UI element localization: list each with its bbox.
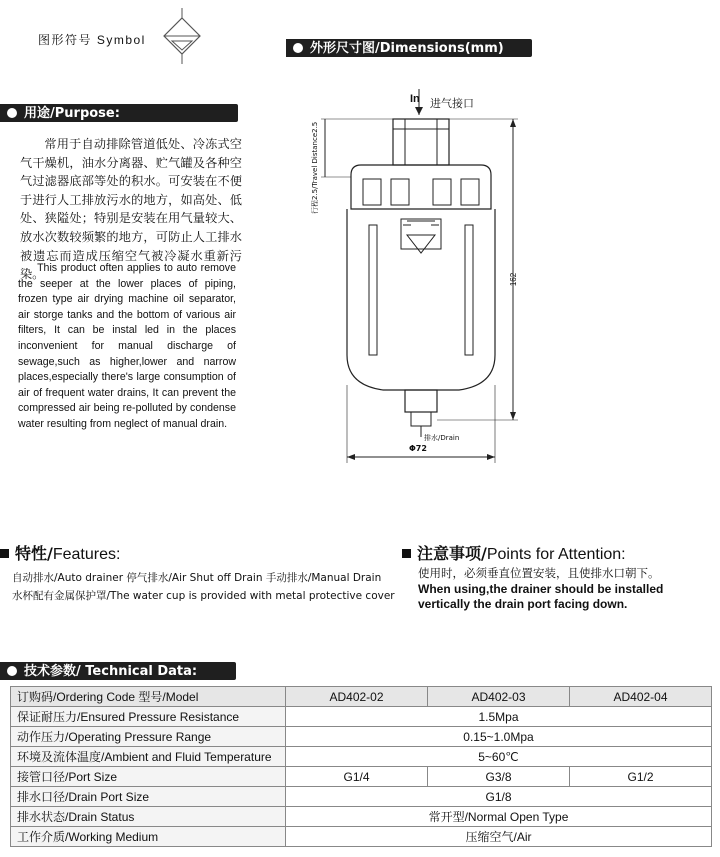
table-header-model: AD402-03 (428, 687, 570, 707)
purpose-text-en: This product often applies to auto remove the seeper at the lower places of piping, frozen type air drying machine oil separator, air storge tanks and the bottom of various air filters, It can be instal led in the places inconvenient for manual discharge of sewage,such as higher,lower and narrow places,especially there's large consumption of air of frequent water drains, It can prevent the compressed air being re-polluted by condense water resulting from neglect of manual drain. (18, 262, 236, 430)
attention-title-cn: 注意事项/ (417, 544, 487, 563)
travel-distance-label: 行程2.5/Travel Distance2.5 (311, 121, 319, 214)
row-value: G1/4 (286, 767, 428, 787)
attention-heading (402, 541, 626, 564)
drain-label: 排水/Drain (424, 434, 460, 442)
table-row (11, 807, 712, 827)
dimensions-title: 外形尺寸图/Dimensions(mm) (310, 41, 504, 56)
row-value: G1/2 (570, 767, 712, 787)
row-label: 环境及流体温度/Ambient and Fluid Temperature (11, 747, 286, 767)
row-label: 保证耐压力/Ensured Pressure Resistance (11, 707, 286, 727)
drain-symbol-icon (160, 8, 204, 64)
table-row (11, 747, 712, 767)
inlet-label: In (410, 93, 420, 105)
dimension-drawing (303, 85, 533, 470)
table-header-row (11, 687, 712, 707)
purpose-title: 用途/Purpose: (24, 106, 120, 121)
features-title-cn: 特性/ (15, 544, 53, 563)
dimensions-banner (286, 39, 532, 57)
attention-line-en-2: vertically the drain port facing down. (418, 597, 628, 611)
row-value: 1.5Mpa (286, 707, 712, 727)
row-label: 动作压力/Operating Pressure Range (11, 727, 286, 747)
row-value: 常开型/Normal Open Type (286, 807, 712, 827)
features-heading (0, 541, 120, 564)
diameter-label: Φ72 (409, 444, 427, 453)
square-bullet-icon (0, 549, 9, 558)
technical-title: 技术参数/ Technical Data: (24, 664, 198, 679)
table-row (11, 827, 712, 847)
table-row (11, 787, 712, 807)
attention-line-cn: 使用时，必须垂直位置安装，且使排水口朝下。 (418, 566, 660, 580)
row-value: 5~60℃ (286, 747, 712, 767)
row-label: 排水状态/Drain Status (11, 807, 286, 827)
attention-title-en: Points for Attention: (486, 546, 626, 563)
row-label: 工作介质/Working Medium (11, 827, 286, 847)
bullet-icon (7, 666, 17, 676)
bullet-icon (7, 108, 17, 118)
row-label: 排水口径/Drain Port Size (11, 787, 286, 807)
row-label: 接管口径/Port Size (11, 767, 286, 787)
row-value: G1/8 (286, 787, 712, 807)
technical-data-table (10, 686, 712, 847)
inlet-cn-label: 进气接口 (430, 97, 474, 110)
table-row (11, 727, 712, 747)
features-line-2: 水杯配有金属保护罩/The water cup is provided with metal protective cover (12, 590, 395, 602)
drainer-outline-drawing (303, 85, 533, 470)
row-value: G3/8 (428, 767, 570, 787)
attention-line-en-1: When using,the drainer should be installed (418, 582, 664, 596)
height-value: 162 (509, 272, 519, 287)
table-header-model: AD402-02 (286, 687, 428, 707)
table-row (11, 707, 712, 727)
features-title-en: Features: (52, 546, 121, 563)
features-line-1: 自动排水/Auto drainer 停气排水/Air Shut off Drain 手动排水/Manual Drain (12, 572, 382, 584)
row-value: 0.15~1.0Mpa (286, 727, 712, 747)
purpose-banner (0, 104, 238, 122)
bullet-icon (293, 43, 303, 53)
table-header-label: 订购码/Ordering Code 型号/Model (11, 687, 286, 707)
table-row (11, 767, 712, 787)
technical-banner (0, 662, 236, 680)
square-bullet-icon (402, 549, 411, 558)
purpose-text-cn: 常用于自动排除管道低处、冷冻式空气干燥机，油水分离器、贮气罐及各种空气过滤器底部等处的积水。可安装在不便于进行人工排放污水的地方，如高处、低处、狭隘处；特别是安装在用气量较大、放水次数较频繁的地方，可防止人工排水被遗忘而造成压缩空气被冷凝水重新污染。 (20, 137, 242, 282)
symbol-label: 图形符号 Symbol (38, 33, 146, 47)
table-header-model: AD402-04 (570, 687, 712, 707)
row-value: 压缩空气/Air (286, 827, 712, 847)
